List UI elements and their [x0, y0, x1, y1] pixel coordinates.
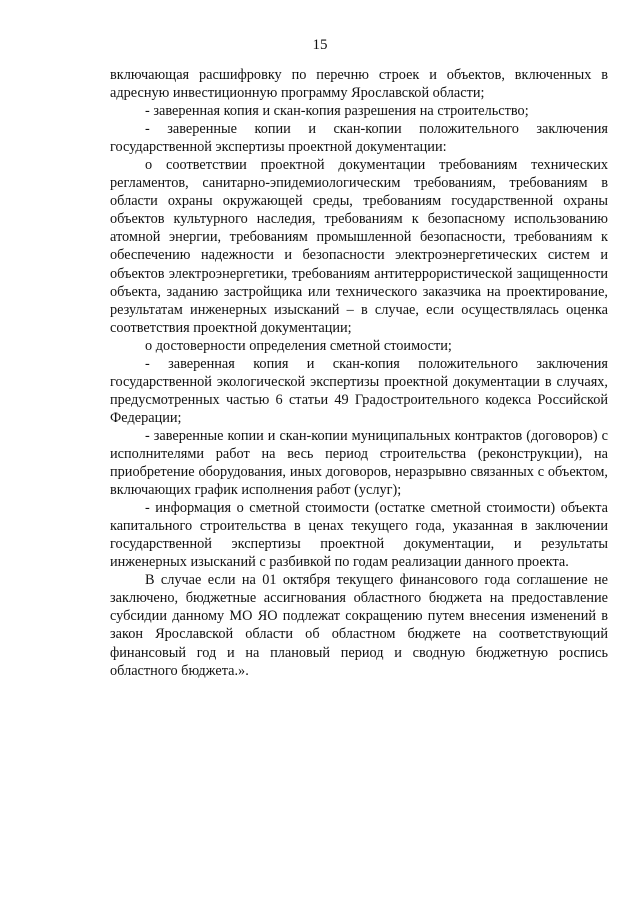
document-body: [110, 66, 608, 680]
paragraph-3: - заверенные копии и скан-копии положительного заключения государственной экспертизы проектной документации:: [110, 121, 608, 156]
page-number: 15: [312, 37, 328, 53]
paragraph-8: - информация о сметной стоимости (остатке сметной стоимости) объекта капитального строительства в ценах текущего года, указанная в заключении государственной экспертизы проектной документации, и результаты инженерных изысканий с разбивкой по годам реализации данного проекта.: [110, 500, 608, 571]
paragraph-5: о достоверности определения сметной стоимости;: [145, 337, 452, 354]
paragraph-9: В случае если на 01 октября текущего финансового года соглашение не заключено, бюджетные ассигнования областного бюджета на предоставление субсидии данному МО ЯО подлежат сокращению путем внесения изменений в закон Ярославской области об областном бюджете на соответствующий финансовый год и на плановый период и сводную бюджетную роспись областного бюджета.».: [110, 572, 608, 679]
paragraph-1: включающая расшифровку по перечню строек и объектов, включенных в адресную инвестиционную программу Ярославской области;: [110, 67, 608, 102]
paragraph-4: о соответствии проектной документации требованиям технических регламентов, санитарно-эпидемиологическим требованиям, требованиям в области охраны окружающей среды, требованиям государственной охраны объектов культурного наследия, требованиям к безопасному использованию атомной энергии, требованиям промышленной безопасности, требованиям к обеспечению надежности и безопасности электроэнергетических систем и объектов электроэнергетики, требованиям антитеррористической защищенности объекта, заданию застройщика или технического заказчика на проектирование, результатам инженерных изысканий – в случае, если осуществлялась оценка соответствия проектной документации;: [110, 157, 608, 336]
paragraph-2: - заверенная копия и скан-копия разрешения на строительство;: [145, 103, 529, 120]
paragraph-6: - заверенная копия и скан-копия положительного заключения государственной экологической экспертизы проектной документации в случаях, предусмотренных частью 6 статьи 49 Градостроительного кодекса Российской Федерации;: [110, 355, 608, 426]
paragraph-7: - заверенные копии и скан-копии муниципальных контрактов (договоров) с исполнителями работ на весь период строительства (реконструкции), на приобретение оборудования, иных договоров, неразрывно связанных с объектом, включающих график исполнения работ (услуг);: [110, 427, 608, 499]
